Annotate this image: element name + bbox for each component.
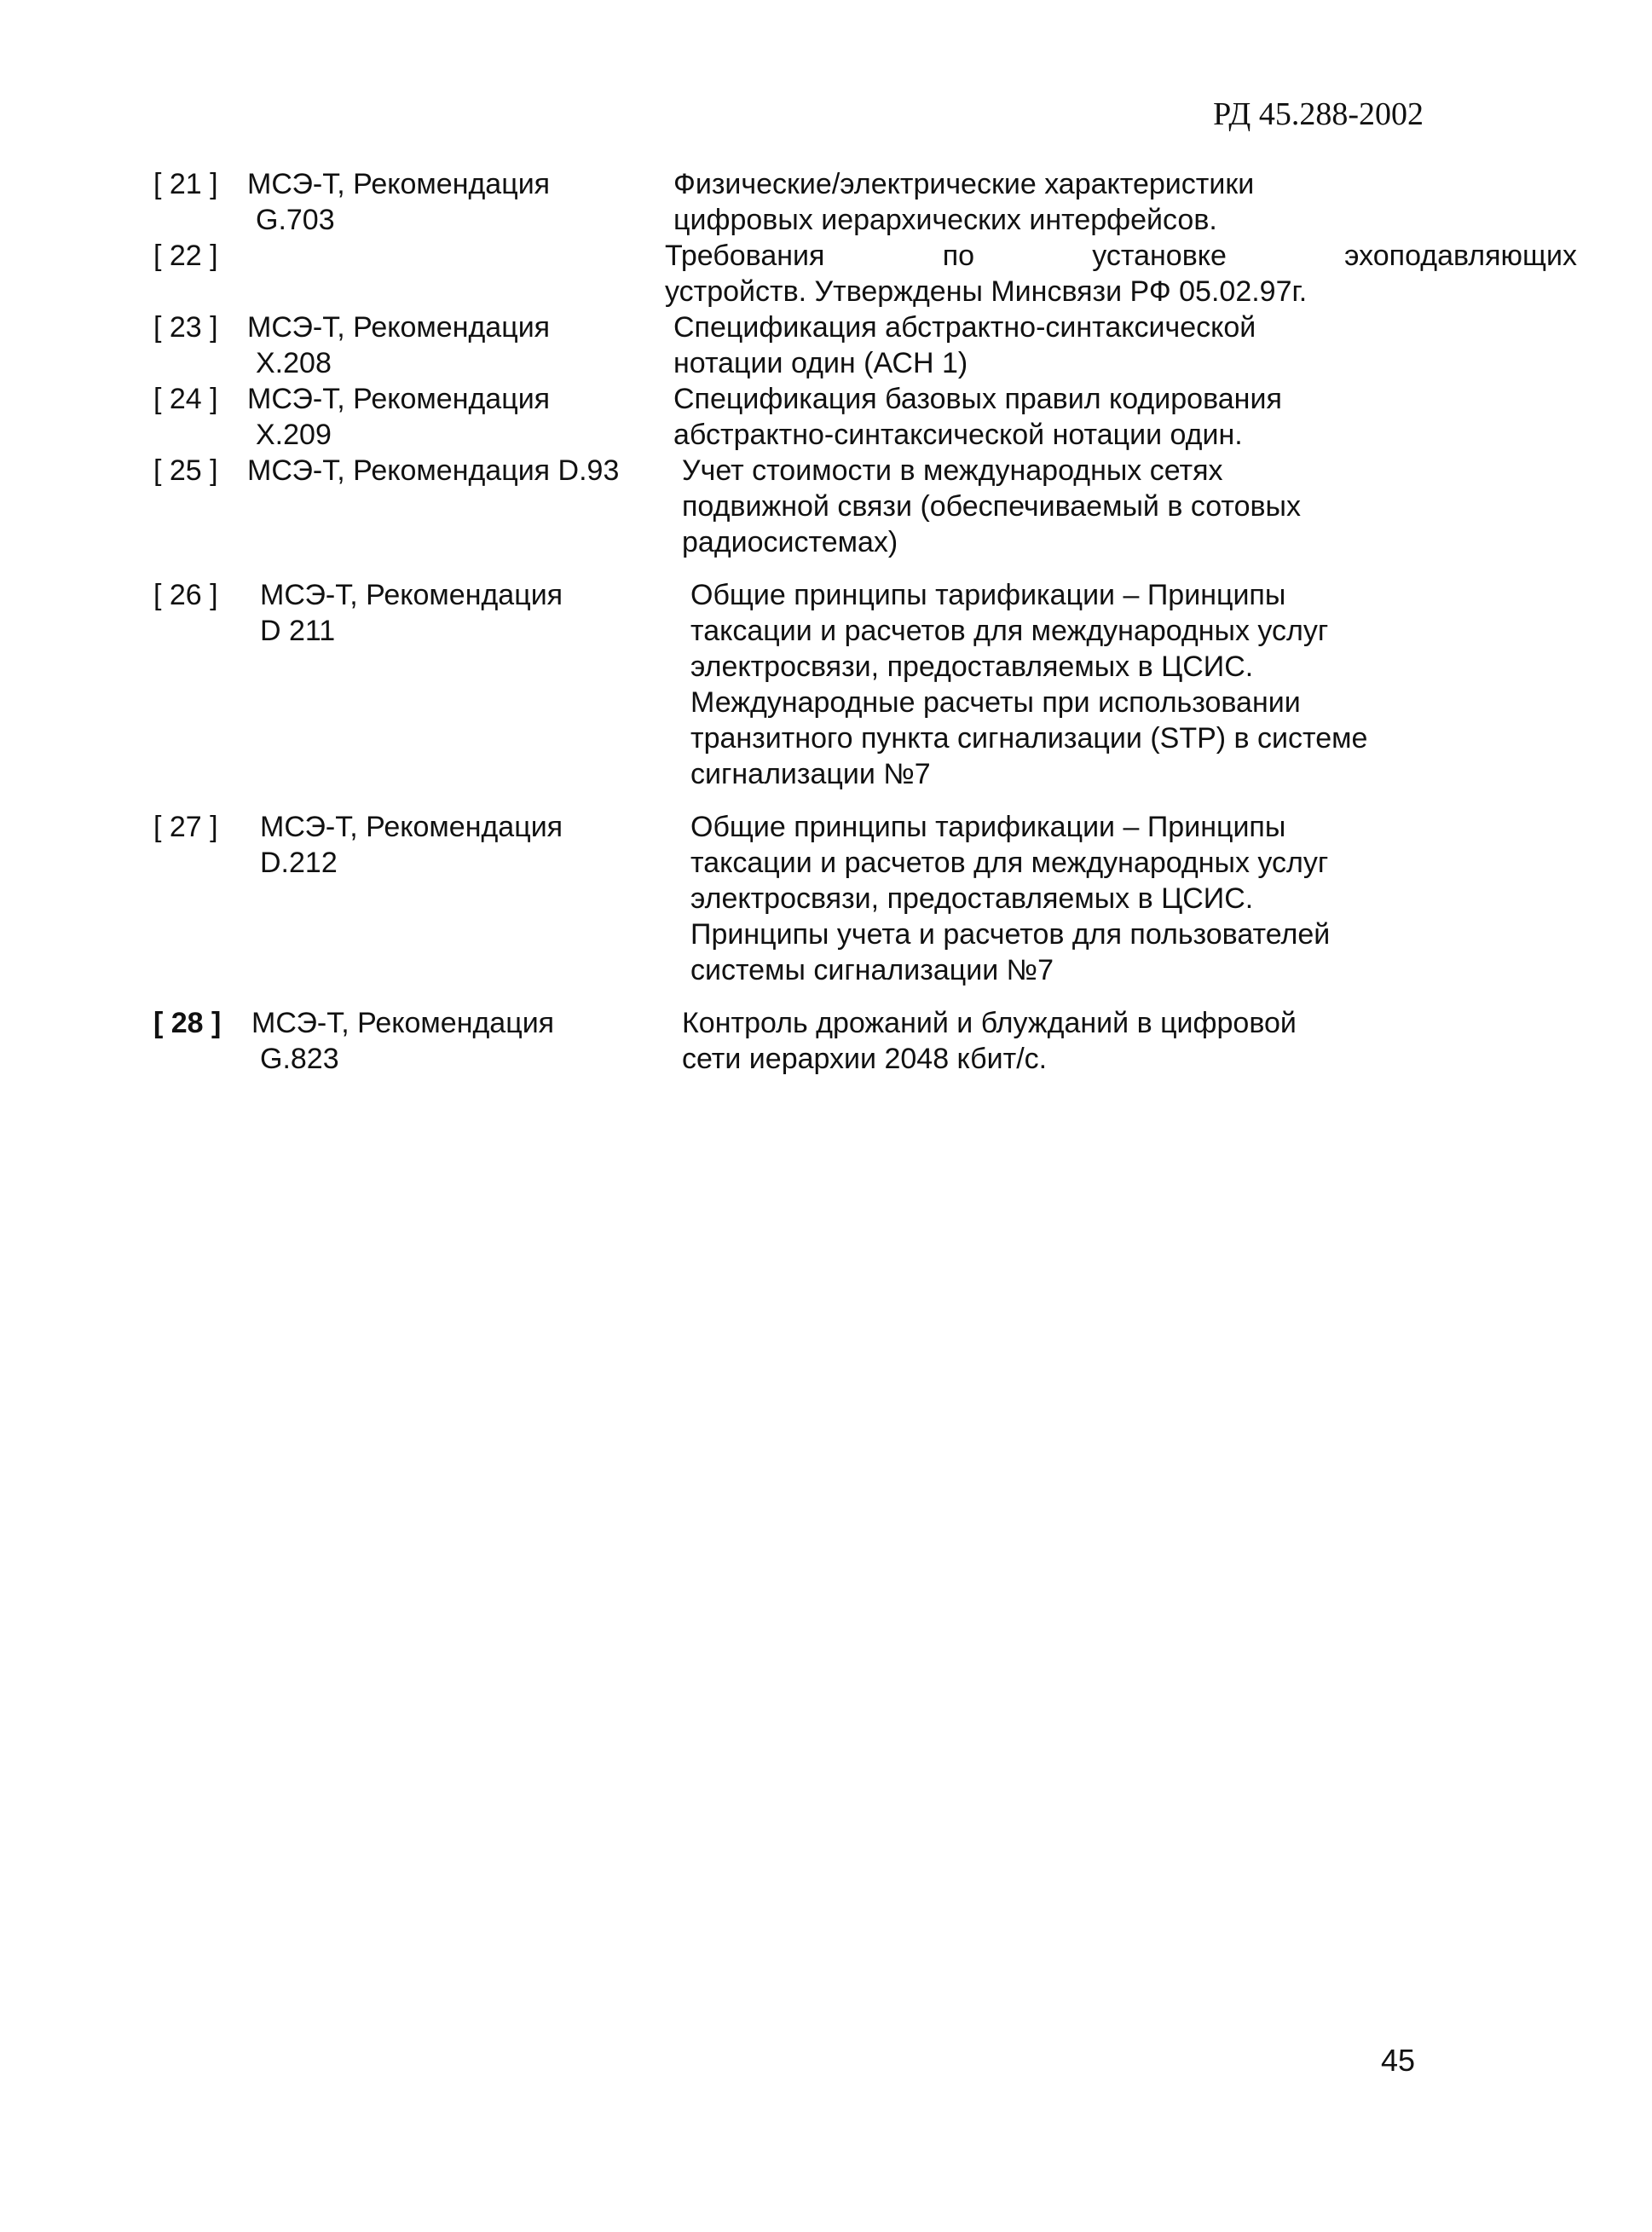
reference-source-line: МСЭ-Т, Рекомендация: [247, 168, 551, 200]
reference-title-line: Общие принципы тарификации – Принципы: [690, 811, 1286, 843]
reference-source-line: МСЭ-Т, Рекомендация D.93: [247, 454, 620, 487]
reference-title: [690, 577, 1432, 792]
reference-title-line: таксации и расчетов для международных услуг: [690, 847, 1329, 879]
reference-title: [690, 809, 1432, 988]
reference-number: [ 23 ]: [153, 311, 218, 344]
reference-title-line: электросвязи, предоставляемых в ЦСИС.: [690, 882, 1254, 915]
reference-item-28: [153, 1005, 1415, 1077]
reference-title-line: сети иерархии 2048 кбит/с.: [682, 1043, 1048, 1075]
reference-source-code: G.823: [260, 1043, 339, 1075]
reference-title-line: Спецификация абстрактно-синтаксической: [673, 311, 1256, 344]
reference-title-line: Принципы учета и расчетов для пользователей: [690, 918, 1331, 951]
document-code: РД 45.288-2002: [1213, 96, 1424, 132]
reference-source-line: МСЭ-Т, Рекомендация: [247, 383, 551, 415]
reference-title-line: таксации и расчетов для международных услуг: [690, 615, 1329, 647]
reference-source-code: D.212: [260, 847, 338, 879]
reference-source-code: D 211: [260, 615, 336, 647]
reference-source-line: МСЭ-Т, Рекомендация: [260, 811, 563, 843]
reference-title-line: абстрактно-синтаксической нотации один.: [673, 419, 1243, 451]
reference-source-code: G.703: [256, 204, 335, 236]
reference-title-line: электросвязи, предоставляемых в ЦСИС.: [690, 651, 1254, 683]
reference-source: [247, 166, 725, 238]
reference-number: [ 26 ]: [153, 579, 218, 611]
reference-title-line: цифровых иерархических интерфейсов.: [673, 204, 1217, 236]
reference-item-23: [153, 309, 1415, 381]
reference-source-code: Х.209: [256, 419, 332, 451]
reference-number: [ 25 ]: [153, 454, 218, 487]
reference-source: [247, 309, 725, 381]
reference-item-22: [153, 238, 1577, 309]
reference-title-line: подвижной связи (обеспечиваемый в сотовых: [682, 490, 1301, 523]
reference-title: [682, 1005, 1424, 1077]
reference-number: [ 21 ]: [153, 168, 218, 200]
reference-title-line: транзитного пункта сигнализации (STP) в системе: [690, 722, 1368, 755]
reference-source-line: МСЭ-Т, Рекомендация: [251, 1007, 555, 1039]
reference-source-line: МСЭ-Т, Рекомендация: [260, 579, 563, 611]
reference-source: [251, 1005, 729, 1077]
reference-title: [682, 453, 1424, 560]
reference-source: [247, 381, 725, 453]
reference-number: [ 27 ]: [153, 811, 218, 843]
reference-title-line: радиосистемах): [682, 526, 898, 558]
reference-title-line: Спецификация базовых правил кодирования: [673, 383, 1282, 415]
reference-title-line: Общие принципы тарификации – Принципы: [690, 579, 1286, 611]
reference-title: [665, 238, 1577, 309]
reference-item-24: [153, 381, 1415, 453]
reference-title: [673, 381, 1415, 453]
reference-list: [153, 166, 1577, 1077]
reference-title-line: сигнализации №7: [690, 758, 931, 790]
page-number: 45: [1380, 2043, 1415, 2078]
reference-title-line: устройств. Утверждены Минсвязи РФ 05.02.97г.: [665, 275, 1308, 308]
reference-title-line: Требования по установке эхоподавляющих: [665, 240, 1577, 272]
reference-title-line: Международные расчеты при использовании: [690, 686, 1301, 719]
reference-title: [673, 166, 1415, 238]
reference-title-line: Контроль дрожаний и блужданий в цифровой: [682, 1007, 1297, 1039]
reference-source: [260, 577, 737, 649]
reference-item-27: [153, 809, 1415, 988]
reference-title-line: Физические/электрические характеристики: [673, 168, 1255, 200]
reference-source: [247, 453, 725, 489]
reference-title-line: Учет стоимости в международных сетях: [682, 454, 1223, 487]
reference-item-21: [153, 166, 1415, 238]
reference-title: [673, 309, 1415, 381]
reference-title-line: нотации один (АСН 1): [673, 347, 968, 379]
reference-source: [260, 809, 737, 881]
reference-item-25: [153, 453, 1415, 560]
reference-source-code: Х.208: [256, 347, 332, 379]
reference-number: [ 24 ]: [153, 383, 218, 415]
reference-number: [ 22 ]: [153, 240, 218, 272]
reference-title-line: системы сигнализации №7: [690, 954, 1054, 986]
reference-source-line: МСЭ-Т, Рекомендация: [247, 311, 551, 344]
reference-item-26: [153, 577, 1415, 792]
reference-number: [ 28 ]: [153, 1007, 222, 1039]
